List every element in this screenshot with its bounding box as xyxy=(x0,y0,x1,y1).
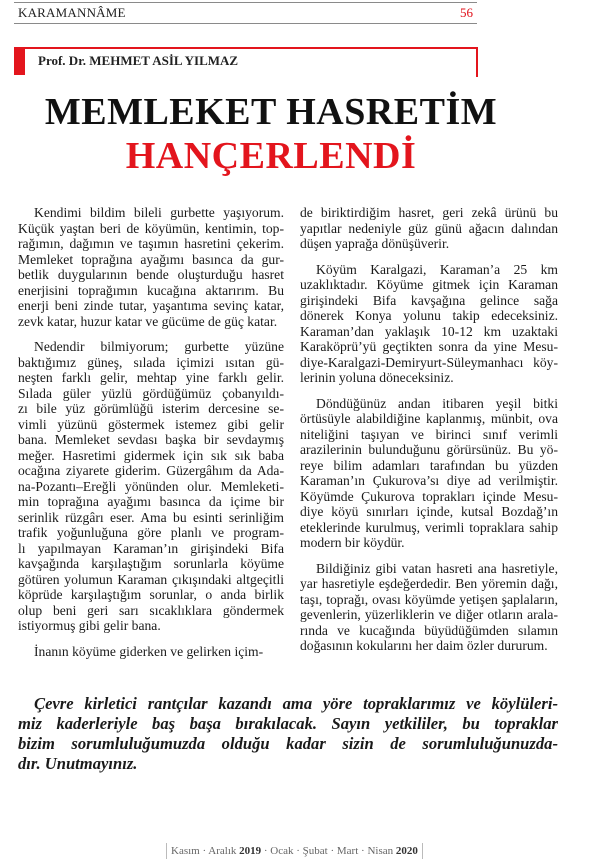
text-line: neşten farklı gelir, mehtap yine farklı gelir. xyxy=(18,370,284,385)
text-line: zevk katar, huzur katar ve gücüme de güç katar. xyxy=(18,313,278,329)
left-column xyxy=(18,205,284,659)
text-line: vimli yüzünü göstermek istemez gibi gelir xyxy=(18,416,284,432)
paragraph xyxy=(18,205,284,329)
text-line: İnanın köyüme giderken ve gelirken içim- xyxy=(34,643,264,659)
right-column xyxy=(300,205,558,654)
text-line: Karaman’dan yaklaşık 10-12 km uzaktaki xyxy=(300,323,558,339)
text-line: serinlik rüzgârı eser. Ama bu esinti serinliğim xyxy=(18,509,284,525)
text-line: götüren yolumun Karaman çıkışındaki altgeçitli xyxy=(18,571,284,587)
text-line: baktığımız güneş, sılada içimizi ısıtan gü- xyxy=(18,354,284,370)
text-line: Köyümde Çukurova toprakları içinde Mesu- xyxy=(300,488,558,504)
paragraph-gap xyxy=(18,329,284,339)
text-line: lerinin yoluna döneceksiniz. xyxy=(300,370,454,385)
text-line: Nedendir bilmiyorum; gurbette yüzüne xyxy=(34,339,284,354)
text-line: eteklerinde kurulmuş, verimli topraklara sahip xyxy=(300,519,558,535)
text-line: Bildiğiniz gibi vatan hasreti ana hasretiyle, xyxy=(316,560,558,576)
text-line: yapıtlar nedeniyle güz günü ağacın dalından xyxy=(300,220,558,236)
text-line: istiyormuş gibi gelir bana. xyxy=(18,618,161,633)
text-line: Köyüm Karalgazi, Karaman’a 25 km xyxy=(316,261,558,277)
author-accent-bar xyxy=(14,47,25,75)
text-line: yar hasretiyle eşdeğerdedir. Ben yöremin dağı, xyxy=(300,576,558,591)
text-line: Küçük yaştan beri de köyümün, kentimin, top- xyxy=(18,220,284,236)
paragraph-gap xyxy=(300,386,558,396)
magazine-name: KARAMANNÂME xyxy=(18,5,126,20)
paragraph-gap xyxy=(300,252,558,262)
text-line: Karaköprü’yü geçtikten sonra da yine Mesu- xyxy=(300,339,558,354)
text-line: olup beni geri sarı sıcaklıklara göndermek xyxy=(18,602,284,618)
text-line: trafik yoğunluğuna göre planlı ve program- xyxy=(18,525,284,540)
text-line: Kendimi bildim bileli gurbette yaşıyorum. xyxy=(34,205,284,220)
text-line: na-Pozantı–Ereğli yönünden olur. Memleketi- xyxy=(18,478,284,494)
quote-line: dır. Unutmayınız. xyxy=(18,754,138,773)
text-line: diye köyü sınırları içinde, kutsal Bozdağ’ın xyxy=(300,504,558,519)
text-line: düşen yaprağa dönüşüverir. xyxy=(300,236,450,251)
text-line: arazilerinin bulunduğunu görürsünüz. Bu yö- xyxy=(300,442,558,457)
text-line: min toprağına ayağımı basınca da içime bir xyxy=(18,494,284,509)
text-line: meğer. Hasretimi gidermek için sık sık baba xyxy=(18,447,284,463)
footer-year-2019: 2019 xyxy=(239,845,262,857)
issue-footer xyxy=(166,843,423,859)
paragraph-gap xyxy=(18,634,284,644)
text-line: enerjisini toprağımın kucağına aktarırım. Bu xyxy=(18,282,284,298)
text-line: rında ve kucağında büyüdüğümden sılamın xyxy=(300,622,558,638)
text-line: girişindeki Bifa kavşağına gelince sağa xyxy=(300,292,558,308)
text-line: enerji beni zinde tutar, yaşantıma sevinç katar, xyxy=(18,298,284,313)
footer-year-2020: 2020 xyxy=(395,845,418,857)
text-line: Memleket toprağına ayağımı basınca da gur- xyxy=(18,251,284,267)
quote-line: Çevre kirletici rantçılar kazandı ama yöre topraklarımız ve köylüleri- xyxy=(34,694,558,713)
text-line: rağımın, dağımın ve taşımın hasretini çekerim. xyxy=(18,236,284,251)
author-name: Prof. Dr. MEHMET ASİL YILMAZ xyxy=(38,53,239,68)
text-line: örtüsüyle alabildiğine kaplanmış, münbit, ova xyxy=(300,411,558,426)
paragraph-gap xyxy=(300,551,558,561)
text-line: zı bile yüz görümlüğü isterim dercesine se- xyxy=(18,401,284,416)
paragraph xyxy=(300,205,558,252)
paragraph xyxy=(18,644,284,660)
text-line: de biriktirdiğim hasret, geri zekâ ürünü bu xyxy=(300,205,558,220)
footer-months-2020: · Ocak · Şubat · Mart · Nisan xyxy=(263,845,394,857)
paragraph xyxy=(300,262,558,386)
text-line: modern bir köydür. xyxy=(300,535,405,550)
text-line: taşı, toprağı, ovası köyümde yetişen şaplaların, xyxy=(300,591,558,607)
footer-months-2019: Kasım · Aralık xyxy=(171,845,237,857)
text-line: Sılada güler yüzlü gördüğümüz çobanyıldı- xyxy=(18,385,284,401)
text-line: lı yapılmayan Karaman’ın girişindeki Bifa xyxy=(18,540,284,556)
paragraph xyxy=(300,561,558,654)
text-line: Döndüğünüz andan itibaren yeşil bitki xyxy=(316,395,558,411)
article-title-line-1: MEMLEKET HASRETİM xyxy=(44,91,498,133)
text-line: betlik duygularının bende oluşturduğu hasret xyxy=(18,267,284,282)
article-title-line-2: HANÇERLENDİ xyxy=(125,135,417,177)
page-number: 56 xyxy=(460,5,473,20)
text-line: dönerek Konya yolunu takip edeceksiniz. xyxy=(300,308,558,323)
text-line: uzaklıktadır. Köyüme gitmek için Karaman xyxy=(300,277,558,292)
text-line: Karaman’ın Çukurova’sı diye ad verilmiştir. xyxy=(300,473,558,488)
text-line: diye-Karalgazi-Demiryurt-Süleymanhacı köy- xyxy=(300,354,558,370)
text-line: kavşağında karşılaştığım sorunlarla köyüme xyxy=(18,556,284,571)
text-line: ocağına ziyarete giderim. Güzergâhım da Ada- xyxy=(18,463,284,478)
quote-line: miz kaderleriyle baş başa bırakılacak. Sayın yetkililer, bu topraklar xyxy=(18,714,558,733)
text-line: niteliğini taşıyan ve birinci sınıf verimli xyxy=(300,426,558,442)
text-line: köprüde karşılaştığım sorunlar, o anda birlik xyxy=(18,587,284,602)
paragraph xyxy=(300,396,558,551)
text-line: gevenlerin, yüzerliklerin ve diğer otların arala- xyxy=(300,607,558,622)
highlighted-quote xyxy=(18,694,558,774)
quote-line: bizim sorumluluğumuzda olduğu kadar sizin de sorumluluğunuzda- xyxy=(18,734,558,753)
text-line: bana. Memleket sevdası başka bir sevdaymış xyxy=(18,432,284,447)
paragraph xyxy=(18,339,284,634)
text-line: reye bilim adamları tarafından bu yüzden xyxy=(300,457,558,473)
text-line: doğasının kokularını her daim özler dururum. xyxy=(300,638,548,653)
